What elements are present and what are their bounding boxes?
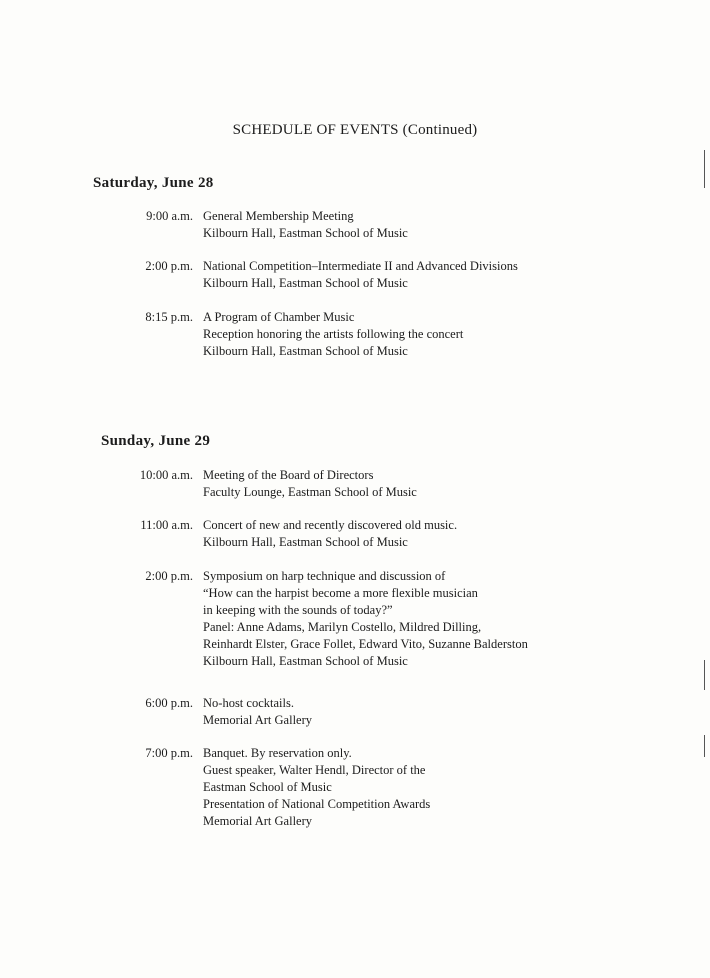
event-line: in keeping with the sounds of today?”: [203, 603, 393, 617]
page-title: SCHEDULE OF EVENTS (Continued): [232, 122, 478, 138]
event-line: Symposium on harp technique and discussion of: [203, 569, 446, 583]
event-time: 9:00 a.m.: [146, 209, 193, 223]
event-line: Kilbourn Hall, Eastman School of Music: [203, 535, 408, 549]
event-details: [203, 467, 693, 501]
event-time: 6:00 p.m.: [145, 696, 193, 710]
event-line: Presentation of National Competition Awards: [203, 797, 431, 811]
event-line: Eastman School of Music: [203, 780, 332, 794]
event-details: [203, 517, 693, 551]
event-details: [203, 695, 693, 729]
event-line: Kilbourn Hall, Eastman School of Music: [203, 344, 408, 358]
event-time: 8:15 p.m.: [145, 310, 193, 324]
event-line: A Program of Chamber Music: [203, 310, 355, 324]
event-line: Concert of new and recently discovered old music.: [203, 518, 458, 532]
event-line: Kilbourn Hall, Eastman School of Music: [203, 654, 408, 668]
event-details: [203, 258, 693, 292]
event-details: [203, 568, 693, 670]
event-line: Memorial Art Gallery: [203, 713, 312, 727]
event-details: [203, 309, 693, 360]
event-line: Guest speaker, Walter Hendl, Director of the: [203, 763, 426, 777]
event-line: “How can the harpist become a more flexible musician: [203, 586, 478, 600]
event-line: No-host cocktails.: [203, 696, 294, 710]
event-time: 7:00 p.m.: [145, 746, 193, 760]
day-heading-saturday: Saturday, June 28: [93, 175, 214, 191]
event-details: [203, 208, 693, 242]
event-line: Banquet. By reservation only.: [203, 746, 352, 760]
event-time: 10:00 a.m.: [139, 468, 193, 482]
day-heading-sunday: Sunday, June 29: [101, 433, 211, 449]
scan-edge-mark: [704, 150, 705, 188]
event-line: National Competition–Intermediate II and Advanced Divisions: [203, 259, 518, 273]
scan-edge-mark: [704, 735, 705, 757]
scan-edge-mark: [704, 660, 705, 690]
event-time: 2:00 p.m.: [145, 569, 193, 583]
event-line: Reinhardt Elster, Grace Follet, Edward Vito, Suzanne Balderston: [203, 637, 528, 651]
event-details: [203, 745, 693, 830]
event-line: Faculty Lounge, Eastman School of Music: [203, 485, 417, 499]
event-time: 11:00 a.m.: [140, 518, 193, 532]
event-line: Meeting of the Board of Directors: [203, 468, 374, 482]
event-line: Kilbourn Hall, Eastman School of Music: [203, 226, 408, 240]
event-line: General Membership Meeting: [203, 209, 354, 223]
event-line: Memorial Art Gallery: [203, 814, 312, 828]
event-line: Reception honoring the artists following the concert: [203, 327, 464, 341]
event-time: 2:00 p.m.: [145, 259, 193, 273]
event-line: Kilbourn Hall, Eastman School of Music: [203, 276, 408, 290]
event-line: Panel: Anne Adams, Marilyn Costello, Mildred Dilling,: [203, 620, 482, 634]
